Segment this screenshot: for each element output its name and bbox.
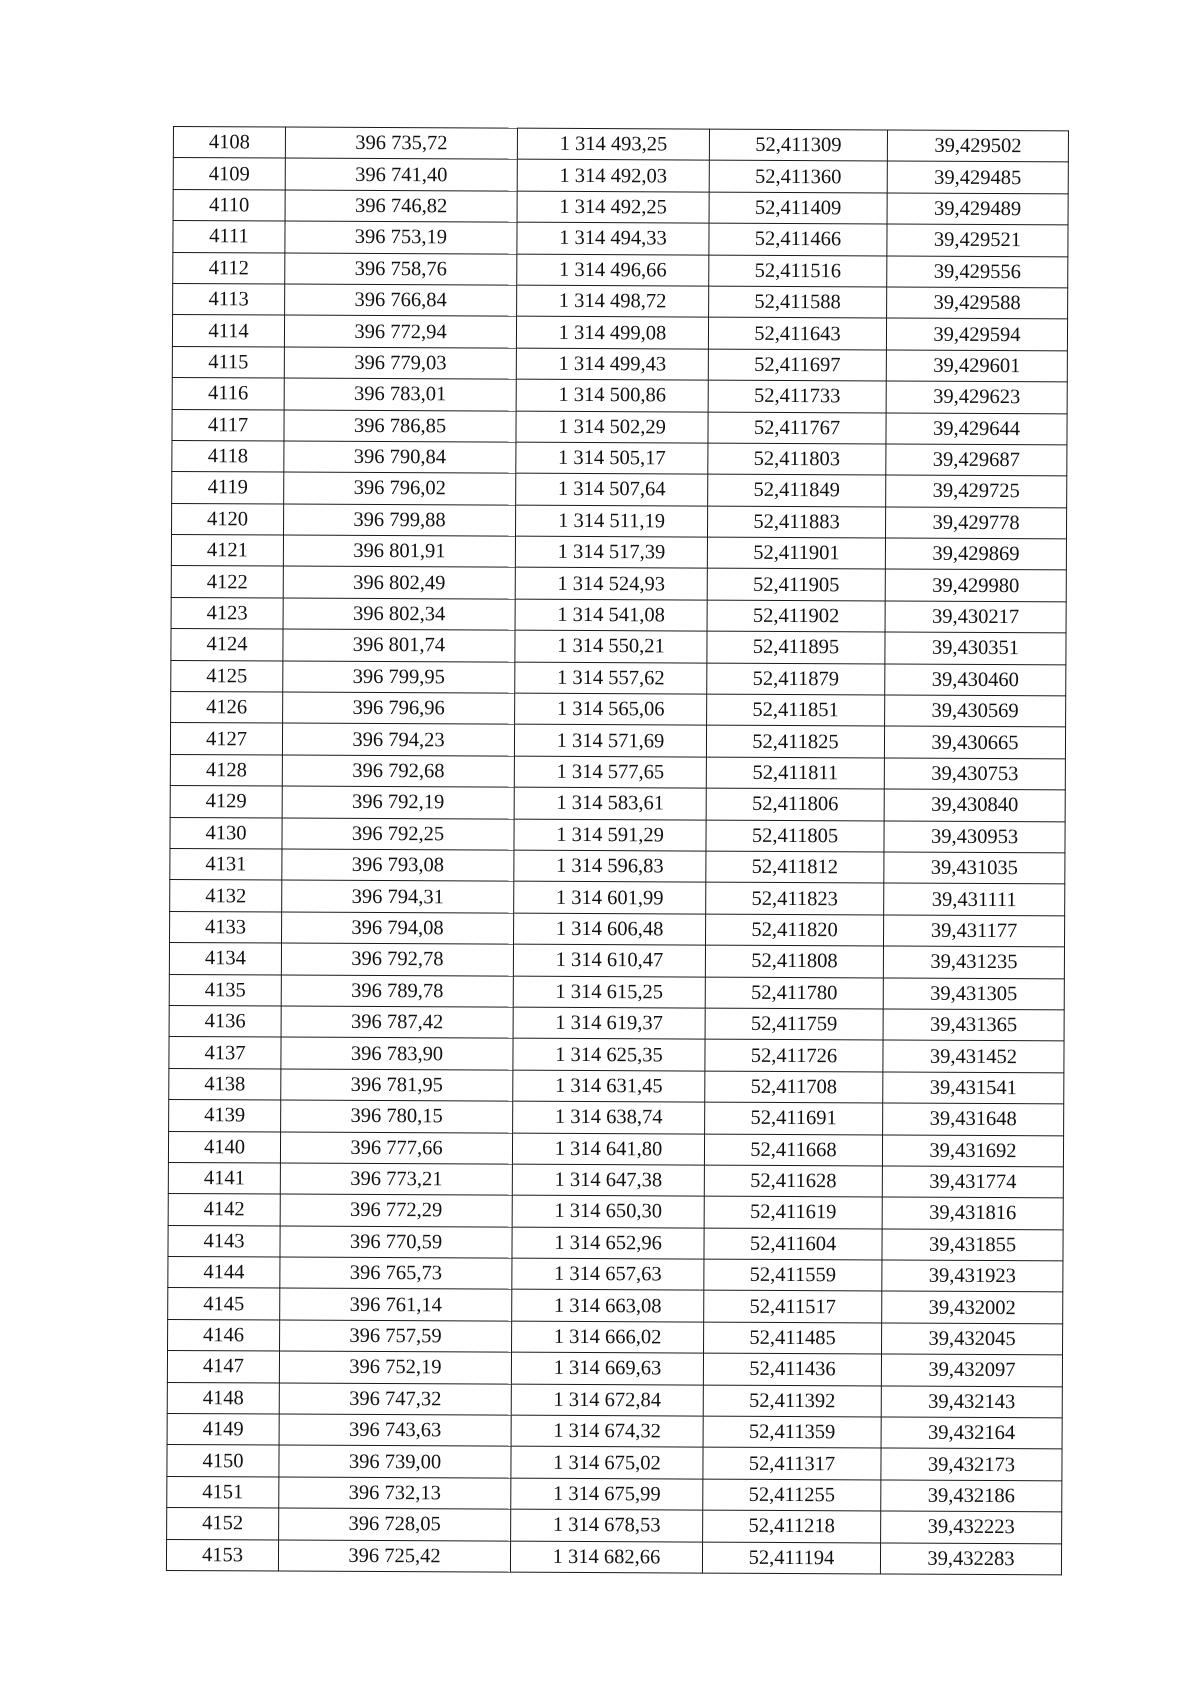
table-row bbox=[171, 535, 1066, 571]
longitude-cell: 39,429485 bbox=[887, 161, 1068, 193]
latitude-cell: 52,411825 bbox=[706, 726, 884, 758]
longitude-cell: 39,430217 bbox=[885, 601, 1066, 633]
y-coordinate-cell: 1 314 682,66 bbox=[510, 1541, 702, 1573]
x-coordinate-cell: 396 794,31 bbox=[282, 880, 514, 913]
longitude-cell: 39,430351 bbox=[885, 632, 1066, 664]
x-coordinate-cell: 396 752,19 bbox=[279, 1351, 511, 1384]
latitude-cell: 52,411895 bbox=[707, 631, 885, 663]
longitude-cell: 39,432173 bbox=[881, 1448, 1062, 1480]
table-row bbox=[173, 158, 1068, 194]
table-row bbox=[169, 1005, 1064, 1041]
latitude-cell: 52,411392 bbox=[703, 1385, 881, 1417]
y-coordinate-cell: 1 314 499,08 bbox=[516, 317, 708, 349]
point-number-cell: 4116 bbox=[172, 378, 284, 410]
y-coordinate-cell: 1 314 638,74 bbox=[513, 1101, 705, 1133]
y-coordinate-cell: 1 314 647,38 bbox=[512, 1164, 704, 1196]
y-coordinate-cell: 1 314 678,53 bbox=[511, 1509, 703, 1541]
x-coordinate-cell: 396 743,63 bbox=[279, 1414, 511, 1447]
y-coordinate-cell: 1 314 650,30 bbox=[512, 1195, 704, 1227]
point-number-cell: 4114 bbox=[172, 315, 284, 347]
longitude-cell: 39,431541 bbox=[883, 1072, 1064, 1104]
latitude-cell: 52,411517 bbox=[704, 1291, 882, 1323]
y-coordinate-cell: 1 314 657,63 bbox=[512, 1258, 704, 1290]
latitude-cell: 52,411808 bbox=[705, 945, 883, 977]
table-row bbox=[168, 1225, 1063, 1261]
table-row bbox=[168, 1131, 1063, 1167]
table-row bbox=[173, 189, 1068, 225]
longitude-cell: 39,431452 bbox=[883, 1040, 1064, 1072]
x-coordinate-cell: 396 746,82 bbox=[285, 190, 517, 223]
point-number-cell: 4146 bbox=[168, 1319, 280, 1351]
longitude-cell: 39,431365 bbox=[883, 1009, 1064, 1041]
latitude-cell: 52,411359 bbox=[703, 1416, 881, 1448]
y-coordinate-cell: 1 314 652,96 bbox=[512, 1227, 704, 1259]
longitude-cell: 39,432283 bbox=[880, 1543, 1061, 1575]
latitude-cell: 52,411466 bbox=[709, 223, 887, 255]
x-coordinate-cell: 396 735,72 bbox=[285, 127, 517, 160]
x-coordinate-cell: 396 783,90 bbox=[281, 1037, 513, 1070]
x-coordinate-cell: 396 801,74 bbox=[283, 629, 515, 662]
point-number-cell: 4151 bbox=[167, 1476, 279, 1508]
point-number-cell: 4142 bbox=[168, 1194, 280, 1226]
table-row bbox=[169, 974, 1064, 1010]
latitude-cell: 52,411218 bbox=[703, 1510, 881, 1542]
point-number-cell: 4109 bbox=[173, 158, 285, 190]
longitude-cell: 39,429778 bbox=[885, 507, 1066, 539]
longitude-cell: 39,429502 bbox=[887, 130, 1068, 162]
x-coordinate-cell: 396 728,05 bbox=[279, 1508, 511, 1541]
point-number-cell: 4127 bbox=[170, 723, 282, 755]
table-row bbox=[166, 1539, 1061, 1575]
latitude-cell: 52,411317 bbox=[703, 1448, 881, 1480]
table-row bbox=[170, 911, 1065, 947]
longitude-cell: 39,429521 bbox=[887, 224, 1068, 256]
x-coordinate-cell: 396 792,25 bbox=[282, 818, 514, 851]
longitude-cell: 39,432143 bbox=[881, 1386, 1062, 1418]
point-number-cell: 4140 bbox=[168, 1131, 280, 1163]
y-coordinate-cell: 1 314 557,62 bbox=[515, 662, 707, 694]
point-number-cell: 4133 bbox=[170, 911, 282, 943]
latitude-cell: 52,411668 bbox=[704, 1134, 882, 1166]
y-coordinate-cell: 1 314 541,08 bbox=[515, 599, 707, 631]
point-number-cell: 4122 bbox=[171, 566, 283, 598]
y-coordinate-cell: 1 314 601,99 bbox=[514, 882, 706, 914]
point-number-cell: 4152 bbox=[167, 1508, 279, 1540]
latitude-cell: 52,411409 bbox=[709, 192, 887, 224]
point-number-cell: 4128 bbox=[170, 754, 282, 786]
x-coordinate-cell: 396 783,01 bbox=[284, 378, 516, 411]
y-coordinate-cell: 1 314 500,86 bbox=[516, 379, 708, 411]
x-coordinate-cell: 396 772,94 bbox=[284, 315, 516, 348]
y-coordinate-cell: 1 314 615,25 bbox=[513, 976, 705, 1008]
x-coordinate-cell: 396 772,29 bbox=[280, 1194, 512, 1227]
latitude-cell: 52,411194 bbox=[702, 1542, 880, 1574]
latitude-cell: 52,411485 bbox=[704, 1322, 882, 1354]
point-number-cell: 4110 bbox=[173, 189, 285, 221]
latitude-cell: 52,411619 bbox=[704, 1196, 882, 1228]
y-coordinate-cell: 1 314 524,93 bbox=[515, 568, 707, 600]
y-coordinate-cell: 1 314 502,29 bbox=[516, 411, 708, 443]
table-row bbox=[170, 786, 1065, 822]
longitude-cell: 39,432223 bbox=[881, 1511, 1062, 1543]
latitude-cell: 52,411851 bbox=[707, 694, 885, 726]
y-coordinate-cell: 1 314 666,02 bbox=[512, 1321, 704, 1353]
point-number-cell: 4137 bbox=[169, 1037, 281, 1069]
longitude-cell: 39,431035 bbox=[884, 852, 1065, 884]
table-row bbox=[172, 409, 1067, 445]
x-coordinate-cell: 396 792,78 bbox=[281, 943, 513, 976]
point-number-cell: 4115 bbox=[172, 346, 284, 378]
y-coordinate-cell: 1 314 492,25 bbox=[517, 191, 709, 223]
point-number-cell: 4112 bbox=[173, 252, 285, 284]
y-coordinate-cell: 1 314 517,39 bbox=[515, 536, 707, 568]
latitude-cell: 52,411812 bbox=[706, 851, 884, 883]
latitude-cell: 52,411604 bbox=[704, 1228, 882, 1260]
point-number-cell: 4148 bbox=[167, 1382, 279, 1414]
longitude-cell: 39,431816 bbox=[882, 1197, 1063, 1229]
point-number-cell: 4113 bbox=[173, 283, 285, 315]
x-coordinate-cell: 396 780,15 bbox=[281, 1100, 513, 1133]
point-number-cell: 4111 bbox=[173, 221, 285, 253]
longitude-cell: 39,430753 bbox=[884, 758, 1065, 790]
latitude-cell: 52,411849 bbox=[708, 474, 886, 506]
x-coordinate-cell: 396 732,13 bbox=[279, 1477, 511, 1510]
point-number-cell: 4132 bbox=[170, 880, 282, 912]
longitude-cell: 39,429725 bbox=[886, 475, 1067, 507]
latitude-cell: 52,411806 bbox=[706, 788, 884, 820]
y-coordinate-cell: 1 314 606,48 bbox=[514, 913, 706, 945]
latitude-cell: 52,411697 bbox=[708, 349, 886, 381]
longitude-cell: 39,431177 bbox=[884, 915, 1065, 947]
table-row bbox=[173, 283, 1068, 319]
point-number-cell: 4120 bbox=[172, 503, 284, 535]
longitude-cell: 39,431692 bbox=[882, 1134, 1063, 1166]
latitude-cell: 52,411726 bbox=[705, 1039, 883, 1071]
y-coordinate-cell: 1 314 641,80 bbox=[512, 1133, 704, 1165]
longitude-cell: 39,431305 bbox=[883, 978, 1064, 1010]
x-coordinate-cell: 396 747,32 bbox=[279, 1383, 511, 1416]
latitude-cell: 52,411823 bbox=[706, 882, 884, 914]
longitude-cell: 39,432186 bbox=[881, 1480, 1062, 1512]
x-coordinate-cell: 396 793,08 bbox=[282, 849, 514, 882]
table-row bbox=[167, 1414, 1062, 1450]
table-row bbox=[172, 503, 1067, 539]
table-row bbox=[171, 660, 1066, 696]
y-coordinate-cell: 1 314 493,25 bbox=[517, 128, 709, 160]
point-number-cell: 4149 bbox=[167, 1414, 279, 1446]
y-coordinate-cell: 1 314 583,61 bbox=[514, 787, 706, 819]
x-coordinate-cell: 396 794,08 bbox=[282, 912, 514, 945]
longitude-cell: 39,431774 bbox=[882, 1166, 1063, 1198]
table-row bbox=[169, 1037, 1064, 1073]
x-coordinate-cell: 396 794,23 bbox=[282, 723, 514, 756]
point-number-cell: 4153 bbox=[166, 1539, 278, 1571]
x-coordinate-cell: 396 741,40 bbox=[285, 158, 517, 191]
y-coordinate-cell: 1 314 494,33 bbox=[517, 222, 709, 254]
x-coordinate-cell: 396 799,95 bbox=[283, 661, 515, 694]
table-row bbox=[167, 1508, 1062, 1544]
latitude-cell: 52,411708 bbox=[705, 1071, 883, 1103]
x-coordinate-cell: 396 757,59 bbox=[280, 1320, 512, 1353]
x-coordinate-cell: 396 802,34 bbox=[283, 598, 515, 631]
y-coordinate-cell: 1 314 610,47 bbox=[513, 944, 705, 976]
y-coordinate-cell: 1 314 499,43 bbox=[516, 348, 708, 380]
table-row bbox=[168, 1288, 1063, 1324]
table-row bbox=[168, 1194, 1063, 1230]
x-coordinate-cell: 396 786,85 bbox=[284, 410, 516, 443]
point-number-cell: 4131 bbox=[170, 848, 282, 880]
y-coordinate-cell: 1 314 669,63 bbox=[511, 1352, 703, 1384]
table-row bbox=[168, 1319, 1063, 1355]
table-row bbox=[167, 1476, 1062, 1512]
x-coordinate-cell: 396 796,02 bbox=[284, 472, 516, 505]
x-coordinate-cell: 396 765,73 bbox=[280, 1257, 512, 1290]
point-number-cell: 4130 bbox=[170, 817, 282, 849]
x-coordinate-cell: 396 787,42 bbox=[281, 1006, 513, 1039]
latitude-cell: 52,411733 bbox=[708, 380, 886, 412]
longitude-cell: 39,430460 bbox=[885, 664, 1066, 696]
point-number-cell: 4145 bbox=[168, 1288, 280, 1320]
latitude-cell: 52,411879 bbox=[707, 663, 885, 695]
table-row bbox=[167, 1445, 1062, 1481]
table-row bbox=[169, 1068, 1064, 1104]
x-coordinate-cell: 396 739,00 bbox=[279, 1445, 511, 1478]
latitude-cell: 52,411805 bbox=[706, 820, 884, 852]
longitude-cell: 39,430569 bbox=[885, 695, 1066, 727]
longitude-cell: 39,429594 bbox=[886, 318, 1067, 350]
point-number-cell: 4136 bbox=[169, 1005, 281, 1037]
table-row bbox=[167, 1351, 1062, 1387]
point-number-cell: 4134 bbox=[169, 943, 281, 975]
point-number-cell: 4135 bbox=[169, 974, 281, 1006]
latitude-cell: 52,411628 bbox=[704, 1165, 882, 1197]
y-coordinate-cell: 1 314 674,32 bbox=[511, 1415, 703, 1447]
longitude-cell: 39,432002 bbox=[882, 1291, 1063, 1323]
x-coordinate-cell: 396 796,96 bbox=[283, 692, 515, 725]
longitude-cell: 39,431923 bbox=[882, 1260, 1063, 1292]
x-coordinate-cell: 396 789,78 bbox=[281, 975, 513, 1008]
point-number-cell: 4108 bbox=[173, 127, 285, 159]
x-coordinate-cell: 396 777,66 bbox=[280, 1132, 512, 1165]
longitude-cell: 39,430665 bbox=[884, 726, 1065, 758]
latitude-cell: 52,411691 bbox=[705, 1102, 883, 1134]
latitude-cell: 52,411811 bbox=[706, 757, 884, 789]
y-coordinate-cell: 1 314 492,03 bbox=[517, 160, 709, 192]
x-coordinate-cell: 396 773,21 bbox=[280, 1163, 512, 1196]
longitude-cell: 39,431855 bbox=[882, 1229, 1063, 1261]
point-number-cell: 4121 bbox=[171, 535, 283, 567]
point-number-cell: 4125 bbox=[171, 660, 283, 692]
x-coordinate-cell: 396 766,84 bbox=[285, 284, 517, 317]
y-coordinate-cell: 1 314 505,17 bbox=[516, 442, 708, 474]
point-number-cell: 4144 bbox=[168, 1257, 280, 1289]
longitude-cell: 39,429489 bbox=[887, 193, 1068, 225]
table-row bbox=[170, 880, 1065, 916]
longitude-cell: 39,429601 bbox=[886, 350, 1067, 382]
table-row bbox=[169, 1100, 1064, 1136]
y-coordinate-cell: 1 314 565,06 bbox=[515, 693, 707, 725]
x-coordinate-cell: 396 770,59 bbox=[280, 1226, 512, 1259]
table-row bbox=[172, 472, 1067, 508]
latitude-cell: 52,411588 bbox=[709, 286, 887, 318]
latitude-cell: 52,411759 bbox=[705, 1008, 883, 1040]
point-number-cell: 4126 bbox=[171, 692, 283, 724]
y-coordinate-cell: 1 314 619,37 bbox=[513, 1007, 705, 1039]
y-coordinate-cell: 1 314 672,84 bbox=[511, 1384, 703, 1416]
table-row bbox=[172, 346, 1067, 382]
table-row bbox=[173, 252, 1068, 288]
latitude-cell: 52,411905 bbox=[707, 569, 885, 601]
point-number-cell: 4141 bbox=[168, 1162, 280, 1194]
table-row bbox=[167, 1382, 1062, 1418]
table-row bbox=[169, 943, 1064, 979]
longitude-cell: 39,432097 bbox=[881, 1354, 1062, 1386]
table-row bbox=[173, 127, 1068, 163]
y-coordinate-cell: 1 314 663,08 bbox=[512, 1290, 704, 1322]
longitude-cell: 39,429588 bbox=[887, 287, 1068, 319]
latitude-cell: 52,411780 bbox=[705, 977, 883, 1009]
table-row bbox=[168, 1257, 1063, 1293]
y-coordinate-cell: 1 314 596,83 bbox=[514, 850, 706, 882]
coordinates-table bbox=[166, 126, 1069, 1575]
table-row bbox=[171, 629, 1066, 665]
longitude-cell: 39,431235 bbox=[883, 946, 1064, 978]
longitude-cell: 39,431111 bbox=[884, 883, 1065, 915]
latitude-cell: 52,411309 bbox=[709, 129, 887, 161]
longitude-cell: 39,429869 bbox=[885, 538, 1066, 570]
longitude-cell: 39,432164 bbox=[881, 1417, 1062, 1449]
latitude-cell: 52,411516 bbox=[709, 255, 887, 287]
longitude-cell: 39,429687 bbox=[886, 444, 1067, 476]
point-number-cell: 4118 bbox=[172, 440, 284, 472]
x-coordinate-cell: 396 781,95 bbox=[281, 1069, 513, 1102]
longitude-cell: 39,429623 bbox=[886, 381, 1067, 413]
x-coordinate-cell: 396 799,88 bbox=[284, 504, 516, 537]
table-row bbox=[171, 692, 1066, 728]
x-coordinate-cell: 396 758,76 bbox=[285, 253, 517, 286]
y-coordinate-cell: 1 314 631,45 bbox=[513, 1070, 705, 1102]
table-row bbox=[170, 754, 1065, 790]
x-coordinate-cell: 396 761,14 bbox=[280, 1288, 512, 1321]
point-number-cell: 4129 bbox=[170, 786, 282, 818]
latitude-cell: 52,411767 bbox=[708, 412, 886, 444]
point-number-cell: 4123 bbox=[171, 597, 283, 629]
x-coordinate-cell: 396 792,68 bbox=[282, 755, 514, 788]
point-number-cell: 4139 bbox=[169, 1100, 281, 1132]
longitude-cell: 39,430840 bbox=[884, 789, 1065, 821]
x-coordinate-cell: 396 753,19 bbox=[285, 221, 517, 254]
latitude-cell: 52,411255 bbox=[703, 1479, 881, 1511]
table-row bbox=[170, 817, 1065, 853]
table-row bbox=[170, 848, 1065, 884]
longitude-cell: 39,430953 bbox=[884, 821, 1065, 853]
point-number-cell: 4147 bbox=[167, 1351, 279, 1383]
x-coordinate-cell: 396 790,84 bbox=[284, 441, 516, 474]
table-row bbox=[171, 597, 1066, 633]
point-number-cell: 4138 bbox=[169, 1068, 281, 1100]
table-row bbox=[170, 723, 1065, 759]
y-coordinate-cell: 1 314 498,72 bbox=[517, 285, 709, 317]
latitude-cell: 52,411883 bbox=[707, 506, 885, 538]
point-number-cell: 4124 bbox=[171, 629, 283, 661]
table-row bbox=[172, 315, 1067, 351]
longitude-cell: 39,429644 bbox=[886, 413, 1067, 445]
y-coordinate-cell: 1 314 675,99 bbox=[511, 1478, 703, 1510]
point-number-cell: 4119 bbox=[172, 472, 284, 504]
y-coordinate-cell: 1 314 507,64 bbox=[516, 473, 708, 505]
y-coordinate-cell: 1 314 675,02 bbox=[511, 1447, 703, 1479]
latitude-cell: 52,411559 bbox=[704, 1259, 882, 1291]
latitude-cell: 52,411902 bbox=[707, 600, 885, 632]
x-coordinate-cell: 396 779,03 bbox=[284, 347, 516, 380]
table-row bbox=[171, 566, 1066, 602]
latitude-cell: 52,411803 bbox=[708, 443, 886, 475]
longitude-cell: 39,431648 bbox=[883, 1103, 1064, 1135]
table-row bbox=[173, 221, 1068, 257]
x-coordinate-cell: 396 725,42 bbox=[278, 1540, 510, 1573]
x-coordinate-cell: 396 802,49 bbox=[283, 567, 515, 600]
y-coordinate-cell: 1 314 496,66 bbox=[517, 254, 709, 286]
point-number-cell: 4150 bbox=[167, 1445, 279, 1477]
latitude-cell: 52,411820 bbox=[706, 914, 884, 946]
x-coordinate-cell: 396 792,19 bbox=[282, 786, 514, 819]
y-coordinate-cell: 1 314 571,69 bbox=[514, 725, 706, 757]
longitude-cell: 39,429980 bbox=[885, 569, 1066, 601]
table-row bbox=[172, 378, 1067, 414]
y-coordinate-cell: 1 314 577,65 bbox=[514, 756, 706, 788]
table-row bbox=[168, 1162, 1063, 1198]
y-coordinate-cell: 1 314 550,21 bbox=[515, 630, 707, 662]
latitude-cell: 52,411901 bbox=[707, 537, 885, 569]
y-coordinate-cell: 1 314 625,35 bbox=[513, 1039, 705, 1071]
longitude-cell: 39,432045 bbox=[882, 1323, 1063, 1355]
x-coordinate-cell: 396 801,91 bbox=[283, 535, 515, 568]
y-coordinate-cell: 1 314 591,29 bbox=[514, 819, 706, 851]
y-coordinate-cell: 1 314 511,19 bbox=[515, 505, 707, 537]
point-number-cell: 4117 bbox=[172, 409, 284, 441]
point-number-cell: 4143 bbox=[168, 1225, 280, 1257]
latitude-cell: 52,411643 bbox=[708, 317, 886, 349]
latitude-cell: 52,411436 bbox=[703, 1353, 881, 1385]
coordinates-table-body bbox=[166, 127, 1068, 1575]
table-row bbox=[172, 440, 1067, 476]
latitude-cell: 52,411360 bbox=[709, 161, 887, 193]
longitude-cell: 39,429556 bbox=[887, 256, 1068, 288]
